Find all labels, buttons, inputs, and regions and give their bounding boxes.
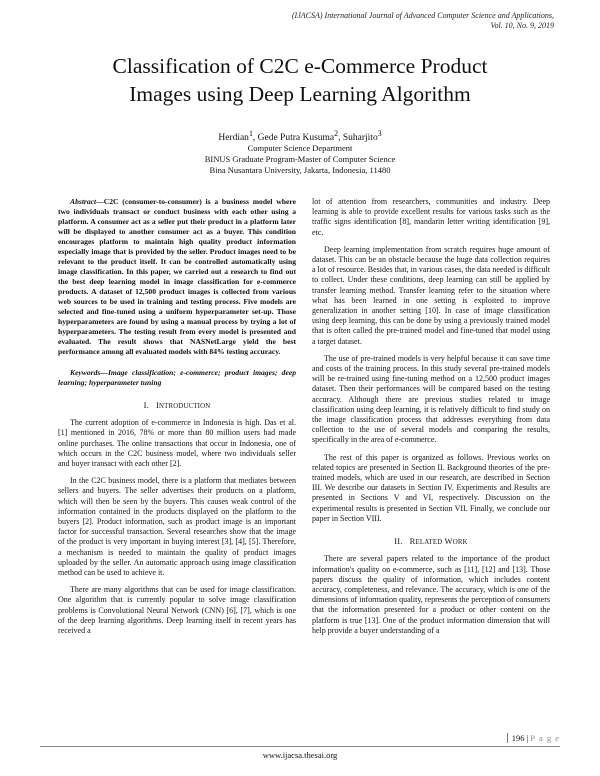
section-title-rest: ORK	[452, 539, 468, 547]
page-label: P a g e	[530, 733, 560, 743]
author-name: Herdian	[218, 133, 249, 144]
page-number-separator: |	[524, 733, 531, 743]
affiliation	[100, 143, 500, 177]
abstract	[58, 197, 296, 357]
title-line-2: Images using Deep Learning Algorithm	[129, 82, 471, 106]
title-line-1: Classification of C2C e-Commerce Product	[112, 54, 488, 78]
journal-header	[194, 11, 554, 31]
footer-rule	[40, 746, 560, 747]
section-numeral: I.	[143, 400, 150, 410]
paragraph: The use of pre-trained models is very helpful because it can save time and costs of the training process. In this study several pre-trained models will be re-trained using fine-tuning method on a 12,500 product images dataset. Then their performances will be compared based on the testing accuracy. Although there are previous studies related to image classification using deep learning, it is relatively difficult to find study on the image classification process that addresses everything from data collection to the use of several models and comparing the results, specifically in the area of e-commerce.	[312, 353, 550, 445]
affiliation-program: BINUS Graduate Program-Master of Computer Science	[204, 154, 396, 165]
author-list	[100, 128, 500, 144]
author-separator: ,	[252, 133, 258, 144]
abstract-text: —C2C (consumer-to-consumer) is a business model where two individuals transact or conduct business with each other using a platform. A consumer act as a seller put their product in a platform later will be displayed to another consumer act as a buyer. This condition encourages platform to maintain high quality product information especially image that is provided by the seller. Product images need to be relevant to the product itself. It can be controlled automatically using image classification. In this paper, we carried out a research to find out the best deep learning model in image classification for e-commerce products. A dataset of 12,500 product images is collected from various web sources to be used in training and testing process. Five models are selected and fine-tuned using a uniform hyperparameter set-up. Those hyperparameters are found by using a manual process by trying a lot of hyperparameters. The testing result from every model is presented and evaluated. The result shows that NASNetLarge yield the best performance among all evaluated models with 84% testing accuracy.	[58, 197, 296, 356]
paragraph: The rest of this paper is organized as follows. Previous works on related topics are presented in Section II. Background theories of the pre-trained models, which are used in our research, are described in Section III. We describe our datasets in Section IV. Experiments and Results are presented in Sections V and VI, respectively. Discussion on the experimental results is presented in Section VII. Finally, we conclude our paper in Section VIII.	[312, 452, 550, 523]
author-affil-mark: 1	[248, 129, 253, 138]
paper-title	[40, 52, 560, 108]
paragraph-continued: lot of attention from researchers, communities and industry. Deep learning is able to provide excellent results for various tasks such as the traffic signs identification [8], mandarin letter writing identification [9], etc.	[312, 197, 550, 237]
right-column	[312, 197, 550, 643]
author-name: Gede Putra Kusuma	[257, 133, 335, 144]
affiliation-university: Bina Nusantara University, Jakarta, Indonesia, 11480	[209, 165, 391, 176]
page-number-value: 196	[511, 733, 525, 743]
keywords	[58, 368, 296, 388]
section-heading-introduction	[58, 400, 296, 412]
page-number	[507, 733, 560, 743]
author-name: Suharjito	[342, 133, 378, 144]
keywords-label: Keywords	[70, 368, 101, 377]
section-title-initial: W	[444, 536, 453, 547]
section-numeral: II.	[394, 536, 403, 547]
section-title-rest: ELATED	[415, 539, 443, 547]
author-affil-mark: 2	[334, 129, 339, 138]
section-heading-related-work	[312, 536, 550, 548]
keywords-text: —Image classification; e-commerce; product images; deep learning; hyperparameter tuning	[58, 368, 296, 387]
paragraph: Deep learning implementation from scratch requires huge amount of dataset. This can be an obstacle because the huge data collection requires a lot of resource. Besides that, in various cases, the data needed is difficult to collect. Under these conditions, deep learning can still be applied by transfer learning method. Transfer learning refer to the situation where what has been learned in one setting is exploited to improve generalization in another setting [10]. In case of image classification using deep learning, this can be done by using a previously trained model that is often called the pre-trained model and fine-tuned that model using a target dataset.	[312, 244, 550, 346]
paragraph: The current adoption of e-commerce in Indonesia is high. Das et al. [1] mentioned in 2016, 78% or more than 80 million users had made online purchases. The online transactions that occur in Indonesia, one of which occurs in the C2C business model, where two individuals seller and buyer transact with each other [2].	[58, 418, 296, 469]
paragraph: In the C2C business model, there is a platform that mediates between sellers and buyers. The seller advertises their products on a platform, which will then be seen by the buyers. This causes weak control of the information contained in the products displayed on the platform to the buyers [2]. Product information, such as product image is an important factor for successful transaction. Several researches show that the image of the product is very important in buying interest [3], [4], [5]. Therefore, a mechanism is needed to maintain the quality of product images uploaded by the seller. An automatic approach using image classification method can be used to achieve it.	[58, 476, 296, 578]
journal-volume: Vol. 10, No. 9, 2019	[490, 21, 554, 30]
journal-name: (IJACSA) International Journal of Advanced Computer Science and Applications,	[291, 11, 554, 20]
author-affil-mark: 3	[377, 129, 382, 138]
abstract-label: Abstract	[70, 197, 97, 206]
section-title-initial: I	[156, 400, 160, 410]
section-title-initial: R	[409, 536, 416, 547]
paragraph: There are several papers related to the importance of the product information's quality on e-commerce, such as [11], [12] and [13]. Those papers discuss the quality of information, which includes content accuracy, completeness, and relevance. The accuracy, which is one of the dimensions of information quality, represents the perception of consumers that the information presented for a product or other content on the platform is true [13]. One of the product information dimension that will help provide a buyer understanding of a	[312, 554, 550, 635]
left-column	[58, 197, 296, 643]
paragraph: There are many algorithms that can be used for image classification. One algorithm that is currently popular to solve image classification problems is Convolutional Neural Network (CNN) [6], [7], which is one of the deep learning algorithms. Deep learning itself in recent years has received a	[58, 585, 296, 636]
journal-url[interactable]: www.ijacsa.thesai.org	[262, 750, 338, 760]
author-separator: ,	[338, 133, 343, 144]
affiliation-dept: Computer Science Department	[247, 143, 353, 153]
section-title-rest: NTRODUCTION	[159, 403, 211, 410]
